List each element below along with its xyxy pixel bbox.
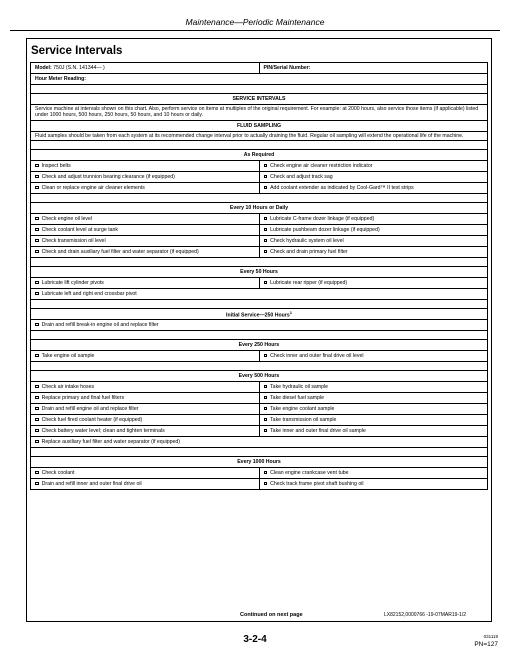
checkbox-icon[interactable] <box>35 440 39 444</box>
checklist-row <box>31 161 488 172</box>
checklist-row <box>31 468 488 479</box>
checklist-item-label: Drain and refill break-in engine oil and replace filter <box>41 322 159 329</box>
checklist-row <box>31 382 488 393</box>
checklist-item-label: Check and drain primary fuel filter <box>270 249 348 256</box>
checklist-item <box>31 247 260 258</box>
checklist-item <box>31 426 260 437</box>
section-heading-row <box>31 150 488 161</box>
section-heading <box>31 340 488 351</box>
spacer-cell <box>31 300 488 309</box>
spacer-cell <box>31 258 488 267</box>
section-heading-text: Every 10 Hours or Daily <box>229 205 289 212</box>
section-heading <box>31 203 488 214</box>
document-code: LX82152,0000766 -19-07MAR19-1/2 <box>384 612 467 618</box>
checkbox-icon[interactable] <box>35 250 39 254</box>
section-heading <box>31 309 488 320</box>
checklist-row <box>31 415 488 426</box>
checklist-row <box>31 236 488 247</box>
spacer-cell <box>31 141 488 150</box>
spacer-cell <box>31 194 488 203</box>
checklist-item <box>31 289 488 300</box>
checklist-item <box>31 225 260 236</box>
checklist-item-label: Check hydraulic system oil level <box>270 238 344 245</box>
checklist-item-label: Check coolant level at surge tank <box>41 227 119 234</box>
checklist-item-label: Clean engine crankcase vent tube <box>270 470 349 477</box>
service-intervals-sheet <box>26 38 492 622</box>
checklist-item-label: Check engine oil level <box>41 216 93 223</box>
checklist-item <box>31 161 260 172</box>
checklist-item <box>31 351 260 362</box>
checklist-row <box>31 479 488 490</box>
checklist-item <box>31 479 260 490</box>
checkbox-icon[interactable] <box>264 396 268 400</box>
section-heading-row <box>31 267 488 278</box>
spacer-cell <box>31 362 488 371</box>
spacer-row <box>31 448 488 457</box>
checklist-item-label: Clean or replace engine air cleaner elements <box>41 185 145 192</box>
checklist-row <box>31 278 488 289</box>
checkbox-icon[interactable] <box>35 281 39 285</box>
spacer-row <box>31 141 488 150</box>
checklist-row <box>31 320 488 331</box>
section-heading-row <box>31 340 488 351</box>
checklist-row <box>31 225 488 236</box>
checklist-item <box>259 161 488 172</box>
checklist-item <box>259 172 488 183</box>
checklist-item-label: Check air intake hoses <box>41 384 95 391</box>
checklist-item-label: Take hydraulic oil sample <box>270 384 329 391</box>
checklist-item <box>31 183 260 194</box>
checklist-item-label: Inspect belts <box>41 163 71 170</box>
checklist-item-label: Check and adjust trunnion bearing clearance (if equipped) <box>41 174 175 181</box>
checklist-item-label: Take transmission oil sample <box>270 417 337 424</box>
checklist-item-label: Check transmission oil level <box>41 238 106 245</box>
section-heading-row <box>31 371 488 382</box>
spacer-row <box>31 331 488 340</box>
checkbox-icon[interactable] <box>264 429 268 433</box>
checklist-row <box>31 289 488 300</box>
checklist-item <box>31 382 260 393</box>
checkbox-icon[interactable] <box>35 407 39 411</box>
checklist-item <box>31 393 260 404</box>
checklist-item-label: Replace auxiliary fuel filter and water separator (if equipped) <box>41 439 180 446</box>
checklist-item <box>259 415 488 426</box>
spacer-cell <box>31 85 488 94</box>
checklist-item-label: Lubricate lift cylinder pivots <box>41 280 104 287</box>
checkbox-icon[interactable] <box>264 250 268 254</box>
checkbox-icon[interactable] <box>35 471 39 475</box>
section-heading-row <box>31 309 488 320</box>
checklist-item-label: Add coolant extender as indicated by Cool-Gard™ II test strips <box>270 185 414 192</box>
checkbox-icon[interactable] <box>264 482 268 486</box>
section-heading-text: As Required <box>243 152 275 159</box>
hour-meter-label: Hour Meter Reading: <box>35 75 87 82</box>
checklist-row <box>31 214 488 225</box>
checkbox-icon[interactable] <box>35 164 39 168</box>
checkbox-icon[interactable] <box>264 186 268 190</box>
checklist-item-label: Lubricate left and right end crossbar pivot <box>41 291 137 298</box>
checklist-row <box>31 393 488 404</box>
sheet-title: Service Intervals <box>31 45 123 57</box>
checklist-item <box>259 225 488 236</box>
checklist-item <box>31 415 260 426</box>
section-heading-text: Every 500 Hours <box>238 373 280 380</box>
section-heading <box>31 267 488 278</box>
checkbox-icon[interactable] <box>264 175 268 179</box>
checklist-item <box>31 172 260 183</box>
checkbox-icon[interactable] <box>35 239 39 243</box>
checklist-item-label: Check track frame pivot shaft bushing oil <box>270 481 364 488</box>
checklist-item <box>259 236 488 247</box>
checklist-item-label: Replace primary and final fuel filters <box>41 395 125 402</box>
checklist-item-label: Lubricate pushbeam dozer linkage (if equipped) <box>270 227 380 234</box>
model-row <box>31 63 488 74</box>
checklist-item-label: Check fuel fired coolant heater (if equipped) <box>41 417 143 424</box>
checklist-row <box>31 351 488 362</box>
section-heading-text: Every 250 Hours <box>238 342 280 349</box>
checklist-item <box>259 278 488 289</box>
checklist-item-label: Take engine coolant sample <box>270 406 335 413</box>
checkbox-icon[interactable] <box>35 482 39 486</box>
checkbox-icon[interactable] <box>35 175 39 179</box>
checkbox-icon[interactable] <box>264 217 268 221</box>
section-heading <box>31 150 488 161</box>
checkbox-icon[interactable] <box>35 323 39 327</box>
section-heading-text: Every 50 Hours <box>240 269 278 276</box>
checkbox-icon[interactable] <box>264 228 268 232</box>
checklist-item-label: Check and adjust track sag <box>270 174 333 181</box>
section-heading-row <box>31 457 488 468</box>
pn-number: PN=127 <box>474 641 498 648</box>
checklist-item <box>31 278 260 289</box>
section-heading-row <box>31 203 488 214</box>
checkbox-icon[interactable] <box>264 407 268 411</box>
checkbox-icon[interactable] <box>35 292 39 296</box>
checklist-item <box>31 404 260 415</box>
spacer-row <box>31 85 488 94</box>
checkbox-icon[interactable] <box>35 418 39 422</box>
checklist-row <box>31 183 488 194</box>
checkbox-icon[interactable] <box>264 385 268 389</box>
checklist-item <box>259 382 488 393</box>
checklist-item <box>31 214 260 225</box>
fluid-sampling-text-row <box>31 131 488 140</box>
checkbox-icon[interactable] <box>264 471 268 475</box>
checklist-row <box>31 426 488 437</box>
pin-label: PIN/Serial Number: <box>263 64 311 71</box>
checklist-item-label: Take inner and outer final drive oil sample <box>270 428 366 435</box>
checklist-item-label: Drain and refill inner and outer final drive oil <box>41 481 142 488</box>
continued-note: Continued on next page <box>240 612 303 618</box>
fluid-sampling-heading: FLUID SAMPLING <box>31 120 488 131</box>
checklist-row <box>31 437 488 448</box>
checklist-row <box>31 404 488 415</box>
checklist-item-label: Check battery water level; clean and tighten terminals <box>41 428 165 435</box>
checklist-item-label: Check and drain auxiliary fuel filter and water separator (if equipped) <box>41 249 199 256</box>
checklist-item-label: Check engine air cleaner restriction indicator <box>270 163 373 170</box>
page-number: 3-2-4 <box>243 634 267 645</box>
checklist-item <box>259 247 488 258</box>
checkbox-icon[interactable] <box>35 228 39 232</box>
spacer-cell <box>31 448 488 457</box>
model-value: 750J (S.N. 141344— ) <box>53 64 105 71</box>
checklist-item-label: Check inner and outer final drive oil level <box>270 353 364 360</box>
spacer-row <box>31 258 488 267</box>
model-label: Model: <box>35 64 52 71</box>
small-code: 031119 <box>483 634 498 639</box>
service-intervals-text: Service machine at intervals shown on this chart. Also, perform service on items at multiples of the original requirement. For example: at 2000 hours, also service those items (if applicable) listed under 1000 hours, 500 hours, 250 hours, 50 hours, and 10 hours or daily. <box>31 105 488 121</box>
checklist-item <box>259 351 488 362</box>
section-heading <box>31 457 488 468</box>
section-heading <box>31 371 488 382</box>
checkbox-icon[interactable] <box>264 354 268 358</box>
spacer-cell <box>31 331 488 340</box>
hour-meter-cell <box>31 74 488 85</box>
checkbox-icon[interactable] <box>264 281 268 285</box>
checklist-item <box>31 236 260 247</box>
checkbox-icon[interactable] <box>35 217 39 221</box>
checkbox-icon[interactable] <box>35 396 39 400</box>
service-interval-table <box>30 62 488 490</box>
checkbox-icon[interactable] <box>264 418 268 422</box>
checklist-item <box>31 468 260 479</box>
checklist-item <box>259 404 488 415</box>
service-intervals-heading-row <box>31 94 488 105</box>
spacer-row <box>31 362 488 371</box>
model-cell <box>31 63 260 74</box>
checklist-item <box>259 214 488 225</box>
checklist-item-label: Drain and refill engine oil and replace filter <box>41 406 139 413</box>
checkbox-icon[interactable] <box>264 239 268 243</box>
checkbox-icon[interactable] <box>35 429 39 433</box>
checkbox-icon[interactable] <box>35 186 39 190</box>
checklist-item <box>31 320 488 331</box>
checklist-item <box>259 468 488 479</box>
fluid-sampling-heading-row <box>31 120 488 131</box>
service-intervals-text-row <box>31 105 488 121</box>
checklist-item-label: Check coolant <box>41 470 75 477</box>
checklist-item-label: Take engine oil sample <box>41 353 95 360</box>
checklist-item <box>259 479 488 490</box>
pin-cell <box>259 63 488 74</box>
checklist-item <box>31 437 488 448</box>
running-header: Maintenance—Periodic Maintenance <box>185 17 325 27</box>
fluid-sampling-text: Fluid samples should be taken from each system at its recommended change interval prior to actually draining the fluid. Regular oil sampling will extend the operational life of the machine. <box>31 131 488 140</box>
spacer-row <box>31 194 488 203</box>
checkbox-icon[interactable] <box>264 164 268 168</box>
checklist-item <box>259 393 488 404</box>
spacer-row <box>31 300 488 309</box>
service-intervals-heading: SERVICE INTERVALS <box>31 94 488 105</box>
checklist-item-label: Lubricate C-frame dozer linkage (if equipped) <box>270 216 375 223</box>
header-rule <box>10 30 500 31</box>
checkbox-icon[interactable] <box>35 354 39 358</box>
checklist-item-label: Take diesel fuel sample <box>270 395 325 402</box>
hour-meter-row <box>31 74 488 85</box>
checklist-item <box>259 426 488 437</box>
checkbox-icon[interactable] <box>35 385 39 389</box>
section-heading-text: Initial Service—250 Hours <box>226 312 290 319</box>
footnote-marker: 1 <box>289 309 292 315</box>
checklist-row <box>31 247 488 258</box>
checklist-row <box>31 172 488 183</box>
section-heading-text: Every 1000 Hours <box>237 459 281 466</box>
checklist-item-label: Lubricate rear ripper (if equipped) <box>270 280 348 287</box>
checklist-item <box>259 183 488 194</box>
